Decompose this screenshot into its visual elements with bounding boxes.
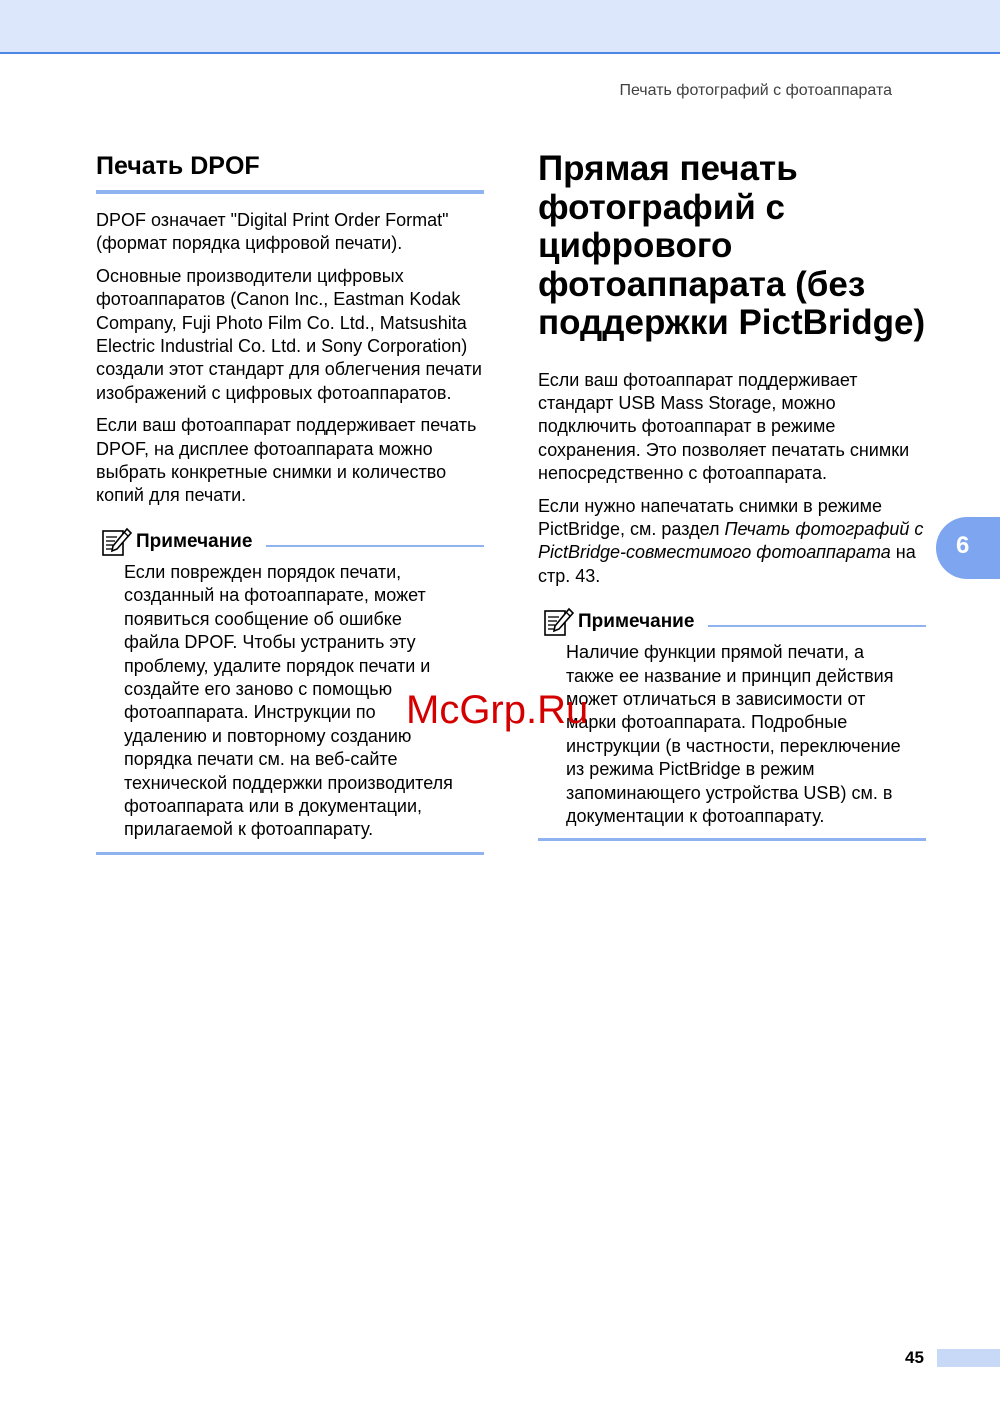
- note-bottom-rule: [538, 838, 926, 841]
- note-header: [538, 606, 926, 638]
- note-divider: [266, 545, 484, 547]
- note-text: Наличие функции прямой печати, а также ее название и принцип действия может отличаться в зависимости от марки фотоаппарата. Подробные инструкции (в частности, переключение из режима PictBridge в режим запоминающего устройства USB) см. в документации к фотоаппарату.: [566, 642, 901, 826]
- reference-lead-text: Если нужно напечатать снимки в режиме PictBridge, см. раздел: [538, 495, 883, 539]
- note-pencil-icon: [100, 526, 132, 558]
- running-header: Печать фотографий с фотоаппарата: [619, 82, 892, 99]
- note-divider: [708, 625, 926, 627]
- paragraph: Если ваш фотоаппарат поддерживает стандарт USB Mass Storage, можно подключить фотоаппарат в режиме сохранения. Это позволяет печатать снимки непосредственно с фотоаппарата.: [538, 369, 910, 484]
- chapter-number: 6: [956, 532, 970, 559]
- paragraph: Если ваш фотоаппарат поддерживает печать DPOF, на дисплее фотоаппарата можно выбрать конкретные снимки и количество копий для печати.: [96, 415, 477, 506]
- paragraph: DPOF означает "Digital Print Order Format" (формат порядка цифровой печати).: [96, 210, 449, 254]
- left-column: [96, 150, 484, 855]
- note-header: [96, 526, 484, 558]
- paragraph-with-reference: [538, 495, 926, 589]
- note-pencil-icon: [542, 606, 574, 638]
- cross-reference-link[interactable]: Печать фотографий с PictBridge-совместимого фотоаппарата: [538, 518, 924, 563]
- reference-page-text: на стр. 43.: [538, 542, 916, 586]
- section-title-direct-print: Прямая печать фотографий с цифрового фотоаппарата (без поддержки PictBridge): [538, 149, 926, 342]
- page-number: 45: [905, 1348, 924, 1367]
- right-column: [538, 150, 926, 841]
- note-label: Примечание: [136, 530, 253, 552]
- note-label: Примечание: [578, 611, 695, 633]
- note-text: Если поврежден порядок печати, созданный на фотоаппарате, может появиться сообщение об ошибке файла DPOF. Чтобы устранить эту проблему, удалите порядок печати и создайте его заново с помощью фотоаппарата. Инструкции по удалению и повторному созданию порядка печати см. на веб-сайте технической поддержки производителя фотоаппарата или в документации, прилагаемой к фотоаппарату.: [124, 561, 453, 840]
- note-box: [538, 606, 926, 841]
- watermark: McGrp.Ru: [406, 688, 589, 732]
- section-title-dpof: Печать DPOF: [96, 150, 484, 194]
- page-number-band: [937, 1349, 1000, 1367]
- note-bottom-rule: [96, 852, 484, 855]
- paragraph: Основные производители цифровых фотоаппаратов (Canon Inc., Eastman Kodak Company, Fuji Photo Film Co. Ltd., Matsushita Electric Industrial Co. Ltd. и Sony Corporation) создали этот стандарт для облегчения печати изображений с цифровых фотоаппаратов.: [96, 265, 482, 403]
- top-header-band: [0, 0, 1000, 54]
